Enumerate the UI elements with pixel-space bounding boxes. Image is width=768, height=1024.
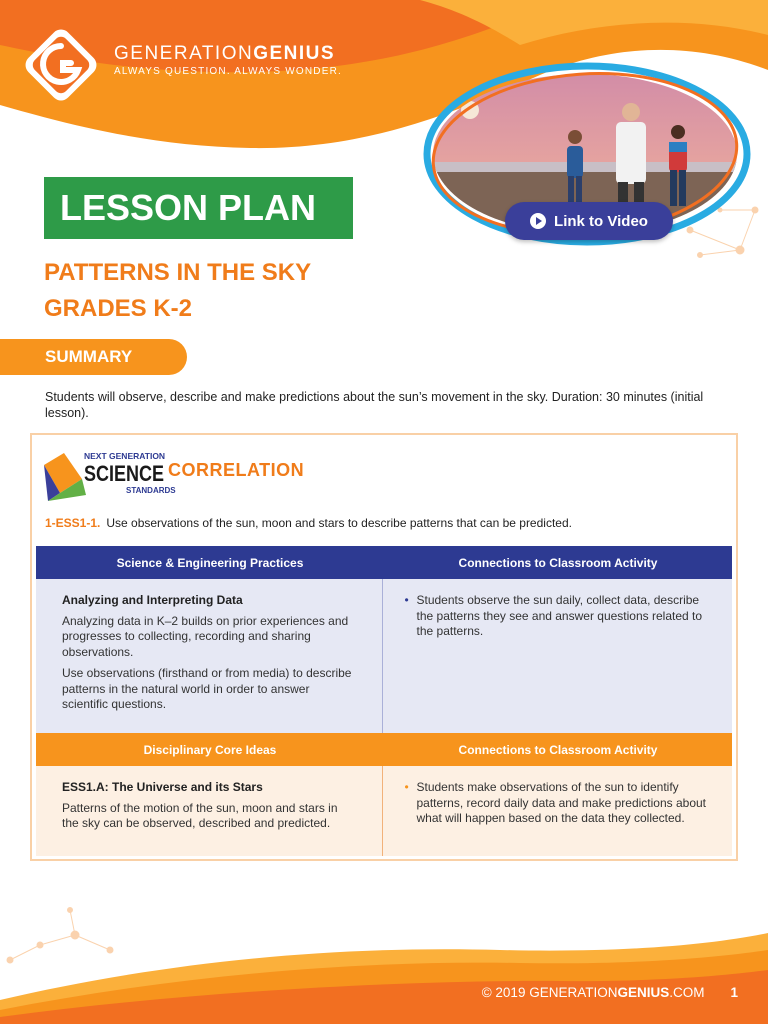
ngss-logo-top: NEXT GENERATION bbox=[84, 451, 166, 461]
core-ideas-cell-left bbox=[36, 766, 383, 856]
standard-text: Use observations of the sun, moon and stars to describe patterns that can be predicted. bbox=[106, 516, 572, 530]
footer-copyright bbox=[482, 985, 738, 1000]
practices-header-left: Science & Engineering Practices bbox=[116, 555, 304, 570]
bullet-dot-icon: • bbox=[404, 593, 409, 607]
standard-line bbox=[45, 516, 572, 530]
correlation-heading: CORRELATION bbox=[168, 460, 305, 480]
practices-cell-title: Analyzing and Interpreting Data bbox=[62, 593, 243, 607]
brand-name: GENERATIONGENIUS bbox=[114, 43, 336, 64]
summary-text: Students will observe, describe and make predictions about the sun’s movement in the sky. Duration: 30 minutes (initial lesson). bbox=[45, 390, 704, 420]
footer-suffix: .COM bbox=[669, 985, 705, 1000]
practices-header-right: Connections to Classroom Activity bbox=[458, 555, 658, 570]
page-number: 1 bbox=[730, 985, 738, 1000]
practices-paragraph-2: Use observations (firsthand or from media) to describe patterns in the natural world in order to answer scientific questions. bbox=[62, 666, 352, 711]
summary-heading: SUMMARY bbox=[0, 339, 187, 375]
ngss-logo-bottom: STANDARDS bbox=[126, 486, 176, 495]
practices-table-row bbox=[36, 579, 732, 733]
practices-bullet-text: Students observe the sun daily, collect data, describe the patterns they see and answer questions related to the patterns. bbox=[416, 593, 703, 638]
core-ideas-cell-title: ESS1.A: The Universe and its Stars bbox=[62, 780, 263, 794]
core-ideas-cell-right bbox=[383, 766, 733, 856]
core-ideas-bullet bbox=[405, 780, 707, 827]
core-ideas-table-header bbox=[36, 733, 732, 766]
core-ideas-table-row bbox=[36, 766, 732, 856]
footer-prefix: © 2019 GENERATION bbox=[481, 985, 618, 1000]
bullet-dot-icon: • bbox=[404, 780, 409, 794]
footer-background bbox=[0, 905, 768, 1024]
core-ideas-bullet-text: Students make observations of the sun to identify patterns, record daily data and make predictions about what will happen based on the data they collected. bbox=[416, 780, 707, 825]
lesson-title bbox=[44, 255, 311, 327]
ngss-logo-main: SCIENCE bbox=[84, 461, 164, 486]
brand-tagline: ALWAYS QUESTION. ALWAYS WONDER. bbox=[114, 66, 342, 77]
practices-table-header bbox=[36, 546, 732, 579]
practices-table bbox=[36, 546, 732, 733]
lesson-grades: GRADES K-2 bbox=[44, 295, 193, 322]
practices-bullet bbox=[405, 593, 707, 640]
core-ideas-header-right: Connections to Classroom Activity bbox=[458, 742, 658, 757]
core-ideas-header-left: Disciplinary Core Ideas bbox=[143, 742, 277, 757]
ngss-logo bbox=[42, 449, 176, 505]
brand bbox=[114, 44, 342, 77]
core-ideas-table bbox=[36, 733, 732, 856]
play-icon bbox=[530, 213, 546, 229]
practices-cell-left bbox=[36, 579, 383, 733]
lesson-title-line1: PATTERNS IN THE SKY bbox=[44, 259, 312, 286]
standard-code: 1-ESS1-1. bbox=[45, 516, 101, 530]
generation-genius-logo-icon bbox=[18, 22, 104, 108]
link-to-video-label: Link to Video bbox=[554, 212, 648, 230]
core-ideas-paragraph-1: Patterns of the motion of the sun, moon and stars in the sky can be observed, described and predicted. bbox=[62, 800, 338, 830]
practices-cell-right bbox=[383, 579, 733, 733]
practices-paragraph-1: Analyzing data in K–2 builds on prior experiences and progresses to collecting, recording and sharing observations. bbox=[62, 613, 349, 659]
footer-bold: GENIUS bbox=[617, 985, 670, 1000]
lesson-plan-badge: LESSON PLAN bbox=[44, 177, 353, 239]
link-to-video-button[interactable] bbox=[505, 202, 673, 240]
